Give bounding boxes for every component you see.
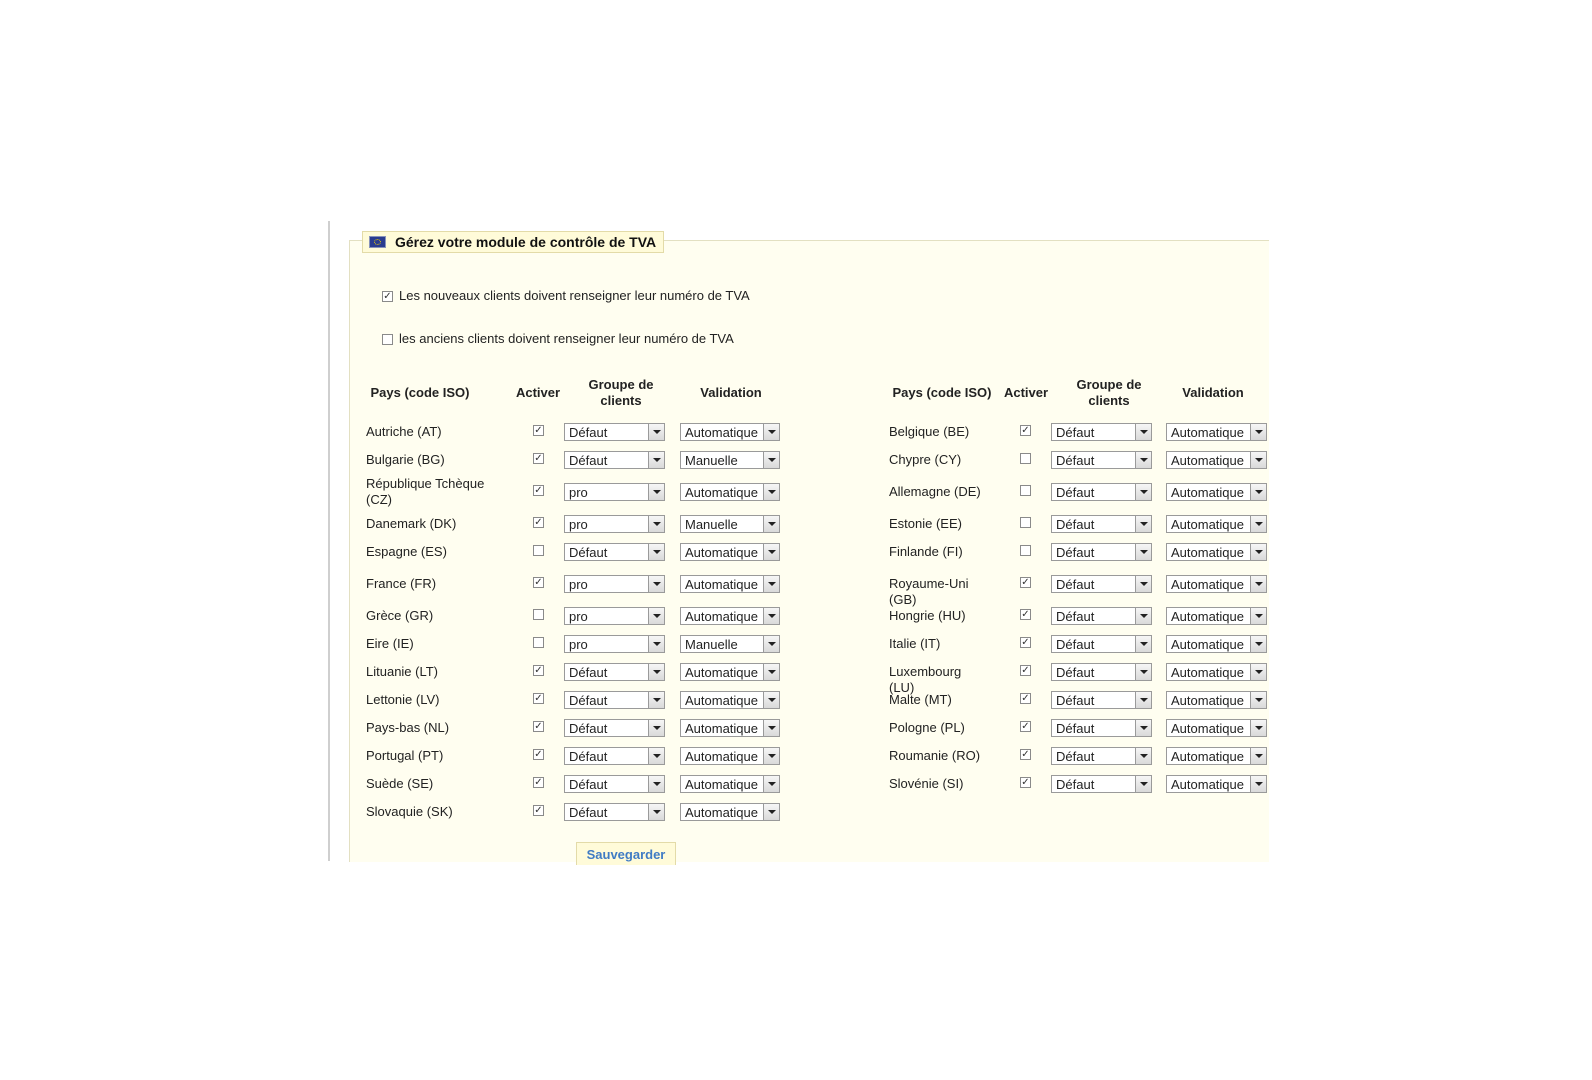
group-select-value: Défaut	[1056, 544, 1095, 560]
validation-select-value: Automatique	[685, 484, 758, 500]
left-activate-checkbox[interactable]: ✓	[534, 424, 543, 436]
chevron-down-icon	[1135, 636, 1151, 652]
right-group-select[interactable]	[1051, 423, 1152, 441]
right-activate-checkbox[interactable]: ✓	[1021, 424, 1030, 436]
group-select-value: pro	[569, 576, 588, 592]
right-validation-select[interactable]	[1166, 543, 1267, 561]
group-select-value: Défaut	[1056, 636, 1095, 652]
left-country-label: Danemark (DK)	[366, 516, 457, 531]
chevron-down-icon	[648, 576, 664, 592]
chevron-down-icon	[648, 776, 664, 792]
chevron-down-icon	[1250, 484, 1266, 500]
chevron-down-icon	[648, 748, 664, 764]
chevron-down-icon	[1250, 544, 1266, 560]
option-new-clients[interactable]	[382, 288, 750, 303]
group-select-value: Défaut	[1056, 484, 1095, 500]
left-activate-checkbox[interactable]	[533, 545, 544, 556]
right-country-label: Belgique (BE)	[889, 424, 970, 439]
group-select-value: Défaut	[569, 748, 608, 764]
left-border	[328, 221, 330, 861]
right-validation-select[interactable]	[1166, 483, 1267, 501]
chevron-down-icon	[763, 452, 779, 468]
right-country-label: Royaume-Uni (GB)	[889, 576, 969, 607]
left-country-label: Lituanie (LT)	[366, 664, 439, 679]
left-group-select[interactable]	[564, 747, 665, 765]
left-header-group: Groupe de clients	[588, 377, 654, 408]
validation-select-value: Automatique	[1171, 608, 1244, 624]
left-country-label: Grèce (GR)	[366, 608, 434, 623]
left-country-label: Espagne (ES)	[366, 544, 447, 559]
left-activate-checkbox[interactable]: ✓	[534, 720, 543, 732]
right-country-label: Hongrie (HU)	[889, 608, 966, 623]
left-activate-checkbox[interactable]: ✓	[534, 516, 543, 528]
validation-select-value: Automatique	[1171, 692, 1244, 708]
validation-select-value: Automatique	[1171, 516, 1244, 532]
chevron-down-icon	[648, 608, 664, 624]
left-country-label: Eire (IE)	[366, 636, 414, 651]
option-old-clients[interactable]	[382, 331, 734, 346]
chevron-down-icon	[763, 516, 779, 532]
option-old-clients-label: les anciens clients doivent renseigner leur numéro de TVA	[399, 331, 734, 346]
left-country-label: Bulgarie (BG)	[366, 452, 445, 467]
left-country-label: Autriche (AT)	[366, 424, 442, 439]
left-validation-select[interactable]	[680, 423, 780, 441]
chevron-down-icon	[763, 576, 779, 592]
validation-select-value: Manuelle	[685, 516, 738, 532]
left-country-label: Pays-bas (NL)	[366, 720, 450, 735]
group-select-value: pro	[569, 516, 588, 532]
chevron-down-icon	[648, 636, 664, 652]
right-group-select[interactable]	[1051, 575, 1152, 593]
chevron-down-icon	[1250, 748, 1266, 764]
right-activate-checkbox[interactable]	[1020, 517, 1031, 528]
validation-select-value: Automatique	[1171, 776, 1244, 792]
chevron-down-icon	[1250, 608, 1266, 624]
chevron-down-icon	[648, 424, 664, 440]
right-header-group: Groupe de clients	[1076, 377, 1142, 408]
checkbox-old-clients[interactable]	[382, 334, 393, 345]
right-group-select[interactable]	[1051, 543, 1152, 561]
left-header-country: Pays (code ISO)	[370, 385, 470, 400]
right-validation-select[interactable]	[1166, 775, 1267, 793]
left-activate-checkbox[interactable]: ✓	[534, 576, 543, 588]
validation-select-value: Automatique	[685, 776, 758, 792]
right-group-select[interactable]	[1051, 775, 1152, 793]
right-activate-checkbox[interactable]	[1020, 545, 1031, 556]
chevron-down-icon	[1135, 608, 1151, 624]
group-select-value: Défaut	[1056, 452, 1095, 468]
group-select-value: Défaut	[1056, 664, 1095, 680]
right-activate-checkbox[interactable]: ✓	[1021, 636, 1030, 648]
group-select-value: pro	[569, 608, 588, 624]
right-group-select[interactable]	[1051, 747, 1152, 765]
left-validation-select[interactable]	[680, 575, 780, 593]
chevron-down-icon	[648, 692, 664, 708]
left-group-select[interactable]	[564, 515, 665, 533]
right-country-label: Italie (IT)	[889, 636, 941, 651]
group-select-value: pro	[569, 636, 588, 652]
left-validation-select[interactable]	[680, 663, 780, 681]
right-group-select[interactable]	[1051, 483, 1152, 501]
left-validation-select[interactable]	[680, 515, 780, 533]
chevron-down-icon	[1250, 692, 1266, 708]
right-activate-checkbox[interactable]: ✓	[1021, 608, 1030, 620]
right-validation-select[interactable]	[1166, 719, 1267, 737]
right-validation-select[interactable]	[1166, 691, 1267, 709]
chevron-down-icon	[1135, 720, 1151, 736]
left-group-select[interactable]	[564, 575, 665, 593]
chevron-down-icon	[1250, 720, 1266, 736]
chevron-down-icon	[763, 664, 779, 680]
chevron-down-icon	[648, 544, 664, 560]
validation-select-value: Automatique	[1171, 664, 1244, 680]
group-select-value: Défaut	[1056, 424, 1095, 440]
left-group-select[interactable]	[564, 543, 665, 561]
group-select-value: Défaut	[569, 452, 608, 468]
left-group-select[interactable]	[564, 607, 665, 625]
chevron-down-icon	[763, 804, 779, 820]
chevron-down-icon	[1135, 576, 1151, 592]
right-activate-checkbox[interactable]: ✓	[1021, 748, 1030, 760]
left-activate-checkbox[interactable]	[533, 609, 544, 620]
chevron-down-icon	[1135, 484, 1151, 500]
right-group-select[interactable]	[1051, 663, 1152, 681]
left-country-label: République Tchèque (CZ)	[366, 476, 485, 507]
chevron-down-icon	[1135, 776, 1151, 792]
right-activate-checkbox[interactable]	[1020, 485, 1031, 496]
right-group-select[interactable]	[1051, 635, 1152, 653]
right-header-validation: Validation	[1182, 385, 1244, 400]
left-validation-select[interactable]	[680, 483, 780, 501]
chevron-down-icon	[1250, 776, 1266, 792]
chevron-down-icon	[648, 484, 664, 500]
left-activate-checkbox[interactable]: ✓	[534, 776, 543, 788]
right-validation-select[interactable]	[1166, 575, 1267, 593]
chevron-down-icon	[763, 484, 779, 500]
left-validation-select[interactable]	[680, 451, 780, 469]
group-select-value: Défaut	[569, 776, 608, 792]
left-validation-select[interactable]	[680, 607, 780, 625]
left-activate-checkbox[interactable]: ✓	[534, 484, 543, 496]
left-activate-checkbox[interactable]	[533, 637, 544, 648]
chevron-down-icon	[763, 720, 779, 736]
right-validation-select[interactable]	[1166, 515, 1267, 533]
right-activate-checkbox[interactable]	[1020, 453, 1031, 464]
left-validation-select[interactable]	[680, 635, 780, 653]
chevron-down-icon	[1135, 544, 1151, 560]
right-country-label: Chypre (CY)	[889, 452, 962, 467]
panel-title-text: Gérez votre module de contrôle de TVA	[395, 234, 657, 250]
chevron-down-icon	[1250, 452, 1266, 468]
right-validation-select[interactable]	[1166, 663, 1267, 681]
chevron-down-icon	[1250, 424, 1266, 440]
validation-select-value: Automatique	[685, 748, 758, 764]
left-group-select[interactable]	[564, 775, 665, 793]
left-group-select[interactable]	[564, 451, 665, 469]
group-select-value: pro	[569, 484, 588, 500]
validation-select-value: Automatique	[1171, 636, 1244, 652]
right-header-country: Pays (code ISO)	[892, 385, 992, 400]
validation-select-value: Automatique	[685, 544, 758, 560]
right-validation-select[interactable]	[1166, 747, 1267, 765]
left-validation-select[interactable]	[680, 803, 780, 821]
right-validation-select[interactable]	[1166, 607, 1267, 625]
chevron-down-icon	[763, 608, 779, 624]
right-activate-checkbox[interactable]: ✓	[1021, 720, 1030, 732]
right-group-select[interactable]	[1051, 515, 1152, 533]
chevron-down-icon	[648, 452, 664, 468]
chevron-down-icon	[763, 544, 779, 560]
right-country-label: Pologne (PL)	[889, 720, 965, 735]
chevron-down-icon	[763, 748, 779, 764]
right-activate-checkbox[interactable]: ✓	[1021, 664, 1030, 676]
left-activate-checkbox[interactable]: ✓	[534, 692, 543, 704]
validation-select-value: Automatique	[1171, 544, 1244, 560]
group-select-value: Défaut	[569, 692, 608, 708]
group-select-value: Défaut	[1056, 720, 1095, 736]
validation-select-value: Automatique	[1171, 576, 1244, 592]
chevron-down-icon	[1135, 748, 1151, 764]
left-group-select[interactable]	[564, 483, 665, 501]
left-group-select[interactable]	[564, 803, 665, 821]
right-group-select[interactable]	[1051, 719, 1152, 737]
group-select-value: Défaut	[569, 424, 608, 440]
group-select-value: Défaut	[1056, 576, 1095, 592]
validation-select-value: Automatique	[685, 424, 758, 440]
left-header-validation: Validation	[700, 385, 762, 400]
validation-select-value: Automatique	[685, 664, 758, 680]
chevron-down-icon	[648, 664, 664, 680]
panel-title	[362, 231, 664, 253]
chevron-down-icon	[1135, 452, 1151, 468]
left-country-label: Portugal (PT)	[366, 748, 444, 763]
validation-select-value: Automatique	[685, 608, 758, 624]
left-activate-checkbox[interactable]: ✓	[534, 452, 543, 464]
left-group-select[interactable]	[564, 691, 665, 709]
validation-select-value: Automatique	[1171, 452, 1244, 468]
left-activate-checkbox[interactable]: ✓	[534, 664, 543, 676]
right-activate-checkbox[interactable]: ✓	[1021, 692, 1030, 704]
chevron-down-icon	[1250, 636, 1266, 652]
validation-select-value: Automatique	[685, 576, 758, 592]
chevron-down-icon	[648, 804, 664, 820]
left-country-label: Slovaquie (SK)	[366, 804, 453, 819]
group-select-value: Défaut	[1056, 692, 1095, 708]
left-activate-checkbox[interactable]: ✓	[534, 804, 543, 816]
group-select-value: Défaut	[569, 720, 608, 736]
right-header-activate: Activer	[1003, 385, 1049, 400]
chevron-down-icon	[1135, 516, 1151, 532]
chevron-down-icon	[648, 720, 664, 736]
right-validation-select[interactable]	[1166, 423, 1267, 441]
right-activate-checkbox[interactable]: ✓	[1021, 576, 1030, 588]
chevron-down-icon	[1135, 664, 1151, 680]
chevron-down-icon	[648, 516, 664, 532]
chevron-down-icon	[1135, 692, 1151, 708]
validation-select-value: Automatique	[1171, 424, 1244, 440]
checkbox-new-clients[interactable]: ✓	[383, 290, 392, 302]
group-select-value: Défaut	[1056, 748, 1095, 764]
right-group-select[interactable]	[1051, 451, 1152, 469]
validation-select-value: Automatique	[1171, 748, 1244, 764]
group-select-value: Défaut	[569, 664, 608, 680]
right-country-label: Finlande (FI)	[889, 544, 963, 559]
chevron-down-icon	[1250, 516, 1266, 532]
group-select-value: Défaut	[569, 804, 608, 820]
chevron-down-icon	[1135, 424, 1151, 440]
right-country-label: Slovénie (SI)	[889, 776, 964, 791]
right-country-label: Roumanie (RO)	[889, 748, 981, 763]
validation-select-value: Automatique	[685, 720, 758, 736]
left-group-select[interactable]	[564, 719, 665, 737]
group-select-value: Défaut	[1056, 516, 1095, 532]
group-select-value: Défaut	[569, 544, 608, 560]
left-country-label: Suède (SE)	[366, 776, 434, 791]
left-country-label: Lettonie (LV)	[366, 692, 440, 707]
validation-select-value: Automatique	[1171, 720, 1244, 736]
validation-select-value: Automatique	[1171, 484, 1244, 500]
group-select-value: Défaut	[1056, 776, 1095, 792]
right-country-label: Malte (MT)	[889, 692, 952, 707]
left-validation-select[interactable]	[680, 747, 780, 765]
validation-select-value: Manuelle	[685, 636, 738, 652]
chevron-down-icon	[1250, 576, 1266, 592]
right-country-label: Luxembourg (LU)	[889, 664, 962, 695]
validation-select-value: Manuelle	[685, 452, 738, 468]
validation-select-value: Automatique	[685, 804, 758, 820]
right-group-select[interactable]	[1051, 691, 1152, 709]
group-select-value: Défaut	[1056, 608, 1095, 624]
left-validation-select[interactable]	[680, 775, 780, 793]
chevron-down-icon	[763, 692, 779, 708]
validation-select-value: Automatique	[685, 692, 758, 708]
left-group-select[interactable]	[564, 635, 665, 653]
left-header-activate: Activer	[515, 385, 561, 400]
right-validation-select[interactable]	[1166, 451, 1267, 469]
left-group-select[interactable]	[564, 423, 665, 441]
left-validation-select[interactable]	[680, 719, 780, 737]
right-group-select[interactable]	[1051, 607, 1152, 625]
right-country-label: Estonie (EE)	[889, 516, 962, 531]
right-validation-select[interactable]	[1166, 635, 1267, 653]
left-activate-checkbox[interactable]: ✓	[534, 748, 543, 760]
right-country-label: Allemagne (DE)	[889, 484, 981, 499]
left-group-select[interactable]	[564, 663, 665, 681]
left-validation-select[interactable]	[680, 691, 780, 709]
chevron-down-icon	[1250, 664, 1266, 680]
left-validation-select[interactable]	[680, 543, 780, 561]
save-button[interactable]: Sauvegarder	[576, 842, 676, 865]
option-new-clients-label: Les nouveaux clients doivent renseigner leur numéro de TVA	[399, 288, 750, 303]
eu-flag-icon	[369, 236, 386, 248]
chevron-down-icon	[763, 424, 779, 440]
chevron-down-icon	[763, 776, 779, 792]
left-country-label: France (FR)	[366, 576, 437, 591]
right-activate-checkbox[interactable]: ✓	[1021, 776, 1030, 788]
chevron-down-icon	[763, 636, 779, 652]
